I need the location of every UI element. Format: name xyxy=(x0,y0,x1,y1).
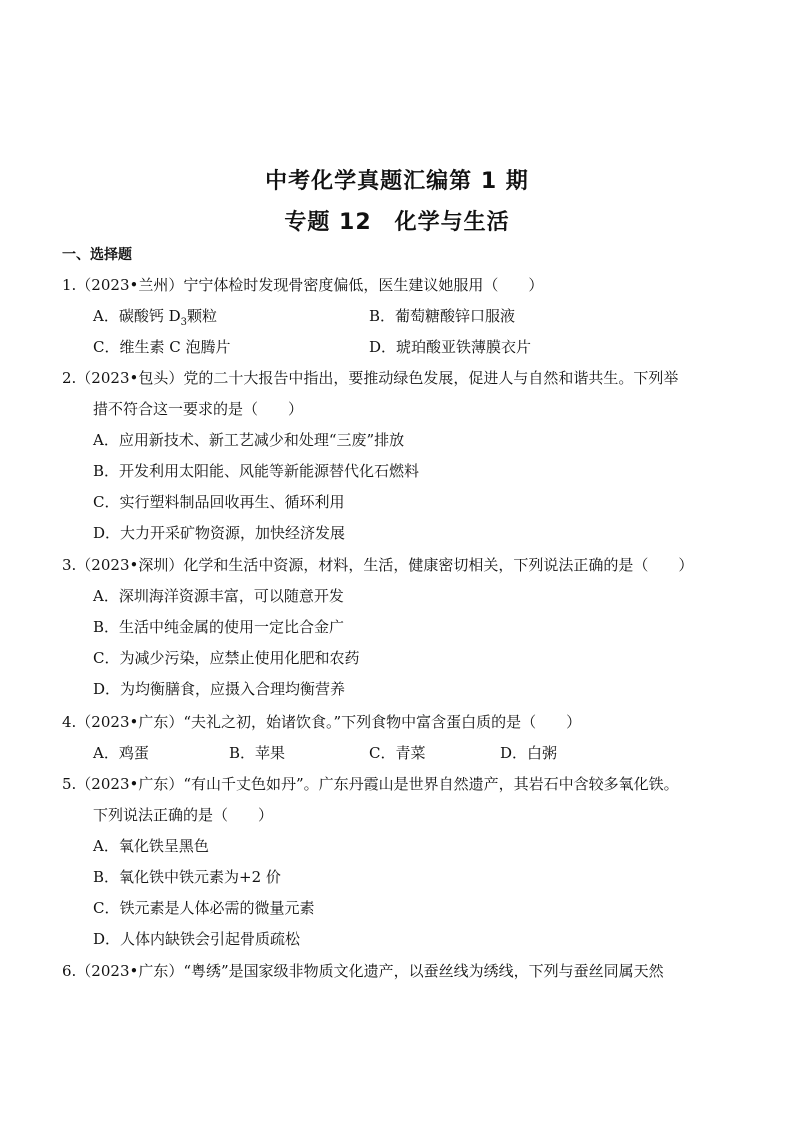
question-5-option-a: A．氧化铁呈黑色 xyxy=(93,837,209,855)
question-2-option-c: C．实行塑料制品回收再生、循环利用 xyxy=(93,493,345,511)
question-1-option-a: A．碳酸钙 $D_3$颗粒 xyxy=(93,307,218,328)
question-3-option-a: A．深圳海洋资源丰富，可以随意开发 xyxy=(93,587,344,605)
question-2-stem-continued: 措不符合这一要求的是（ ） xyxy=(93,400,304,418)
question-3-stem: 3.（2023•深圳）化学和生活中资源，材料，生活，健康密切相关，下列说法正确的是（ ） xyxy=(62,556,694,574)
question-1-option-c: C．维生素 C 泡腾片 xyxy=(93,338,231,356)
question-3-option-b: B．生活中纯金属的使用一定比合金广 xyxy=(93,618,345,636)
question-1-stem: 1.（2023•兰州）宁宁体检时发现骨密度偏低，医生建议她服用（ ） xyxy=(62,276,544,294)
question-2-stem: 2.（2023•包头）党的二十大报告中指出，要推动绿色发展，促进人与自然和谐共生。下列举 xyxy=(62,369,679,387)
question-4-stem: 4.（2023•广东）“夫礼之初，始诸饮食。”下列食物中富含蛋白质的是（ ） xyxy=(62,713,582,731)
question-5-stem: 5.（2023•广东）“有山千丈色如丹”。广东丹霞山是世界自然遗产，其岩石中含较多氧化铁。 xyxy=(62,775,679,793)
question-3-option-c: C．为减少污染，应禁止使用化肥和农药 xyxy=(93,649,360,667)
question-1-option-d: D．琥珀酸亚铁薄膜衣片 xyxy=(369,338,532,356)
question-4-option-b: B．苹果 xyxy=(229,744,286,762)
question-5-stem-continued: 下列说法正确的是（ ） xyxy=(93,806,274,824)
question-2-option-b: B．开发利用太阳能、风能等新能源替代化石燃料 xyxy=(93,462,420,480)
question-4-option-a: A．鸡蛋 xyxy=(93,744,149,762)
question-6-stem: 6.（2023•广东）“粤绣”是国家级非物质文化遗产，以蚕丝线为绣线，下列与蚕丝同属天然 xyxy=(62,962,664,980)
question-2-option-d: D．大力开采矿物资源，加快经济发展 xyxy=(93,524,346,542)
question-3-option-d: D．为均衡膳食，应摄入合理均衡营养 xyxy=(93,680,346,698)
question-4-option-c: C．青菜 xyxy=(369,744,426,762)
question-4-option-d: D．白粥 xyxy=(500,744,558,762)
question-2-option-a: A．应用新技术、新工艺减少和处理“三废”排放 xyxy=(93,431,405,449)
document-title: 中考化学真题汇编第 1 期 xyxy=(265,169,529,194)
document-subtitle: 专题 12 化学与生活 xyxy=(284,210,510,235)
section-heading: 一、选择题 xyxy=(62,247,132,263)
question-5-option-c: C．铁元素是人体必需的微量元素 xyxy=(93,899,315,917)
question-5-option-b: B．氧化铁中铁元素为+2 价 xyxy=(93,868,281,886)
question-1-option-b: B．葡萄糖酸锌口服液 xyxy=(369,307,516,325)
question-5-option-d: D．人体内缺铁会引起骨质疏松 xyxy=(93,930,301,948)
